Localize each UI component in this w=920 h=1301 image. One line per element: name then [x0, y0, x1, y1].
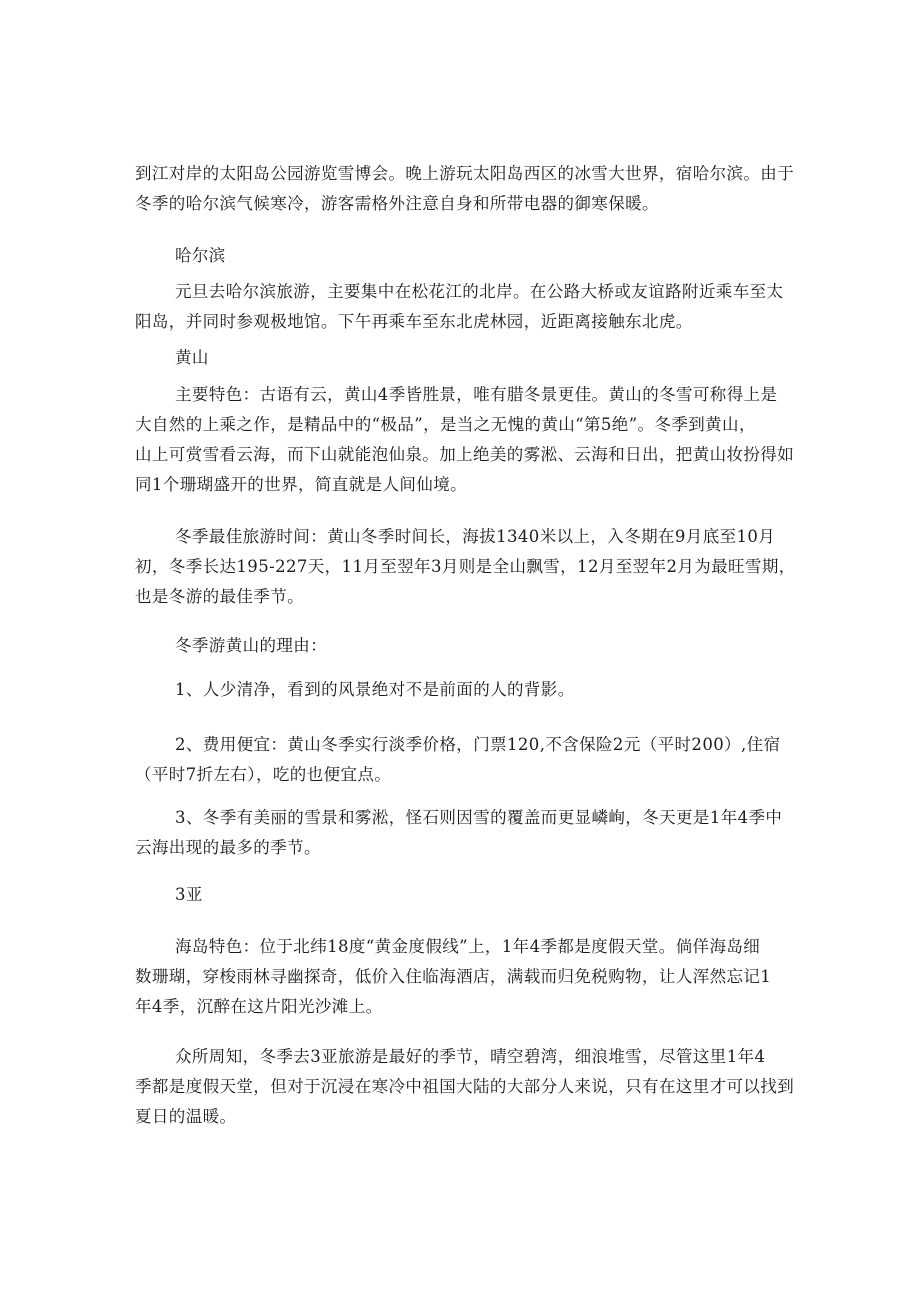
text-line: 阳岛，并同时参观极地馆。下午再乘车至东北虎林园，近距离接触东北虎。 [135, 312, 693, 331]
paragraph-harbin-newyear [135, 277, 800, 337]
text-line: 夏日的温暖。 [135, 1107, 237, 1126]
text-line: 季都是度假天堂，但对于沉浸在寒冷中祖国大陆的大部分人来说，只有在这里才可以找到 [135, 1077, 795, 1096]
text-line: 同1个珊瑚盛开的世界，简直就是人间仙境。 [135, 475, 467, 494]
text-line: 云海出现的最多的季节。 [135, 838, 321, 857]
text-line: 数珊瑚，穿梭雨林寻幽探奇，低价入住临海酒店，满载而归免税购物，让人浑然忘记1 [135, 967, 772, 986]
text-line: 1、人少清净，看到的风景绝对不是前面的人的背影。 [175, 680, 575, 699]
heading-huangshan [135, 343, 800, 373]
paragraph-huangshan-features [135, 380, 800, 500]
heading-harbin [135, 241, 800, 271]
paragraph-huangshan-reasons-title [135, 631, 800, 661]
text-line: 冬季游黄山的理由： [175, 636, 328, 655]
text-line: 海岛特色：位于北纬18度“黄金度假线”上，1年4季都是度假天堂。倘佯海岛细 [175, 937, 761, 956]
paragraph-sanya-winter [135, 1042, 800, 1132]
paragraph-sanya-features [135, 932, 800, 1022]
text-line: 冬季的哈尔滨气候寒冷，游客需格外注意自身和所带电器的御寒保暖。 [135, 194, 659, 213]
text-line: 也是冬游的最佳季节。 [135, 587, 304, 606]
text-line: 到江对岸的太阳岛公园游览雪博会。晚上游玩太阳岛西区的冰雪大世界，宿哈尔滨。由于 [135, 164, 795, 183]
paragraph-huangshan-best-time [135, 522, 800, 612]
text-line: 主要特色：古语有云，黄山4季皆胜景，唯有腊冬景更佳。黄山的冬雪可称得上是 [175, 385, 778, 404]
paragraph-reason-1 [135, 675, 800, 705]
text-line: （平时7折左右），吃的也便宜点。 [135, 765, 392, 784]
text-line: 众所周知，冬季去3亚旅游是最好的季节，晴空碧湾，细浪堆雪，尽管这里1年4 [175, 1047, 766, 1066]
text-line: 大自然的上乘之作，是精品中的“极品”，是当之无愧的黄山“第5绝”。冬季到黄山， [135, 415, 756, 434]
section-heading: 3亚 [175, 885, 203, 904]
text-line: 2、费用便宜：黄山冬季实行淡季价格，门票120,不含保险2元（平时200）,住宿 [175, 735, 781, 754]
heading-sanya [135, 880, 800, 910]
section-heading: 哈尔滨 [175, 246, 226, 265]
section-heading: 黄山 [175, 348, 209, 367]
paragraph-reason-3 [135, 803, 800, 863]
text-line: 元旦去哈尔滨旅游，主要集中在松花江的北岸。在公路大桥或友谊路附近乘车至太 [175, 282, 784, 301]
text-line: 年4季，沉醉在这片阳光沙滩上。 [135, 997, 383, 1016]
paragraph-harbin-itinerary [135, 159, 800, 219]
paragraph-reason-2 [135, 730, 800, 790]
text-line: 初，冬季长达195-227天，11月至翌年3月则是全山飘雪，12月至翌年2月为最旺雪期， [135, 557, 796, 576]
text-line: 3、冬季有美丽的雪景和雾淞，怪石则因雪的覆盖而更显嶙峋，冬天更是1年4季中 [175, 808, 783, 827]
text-line: 冬季最佳旅游时间：黄山冬季时间长，海拔1340米以上，入冬期在9月底至10月 [175, 527, 776, 546]
text-line: 山上可赏雪看云海，而下山就能泡仙泉。加上绝美的雾淞、云海和日出，把黄山妆扮得如 [135, 445, 795, 464]
